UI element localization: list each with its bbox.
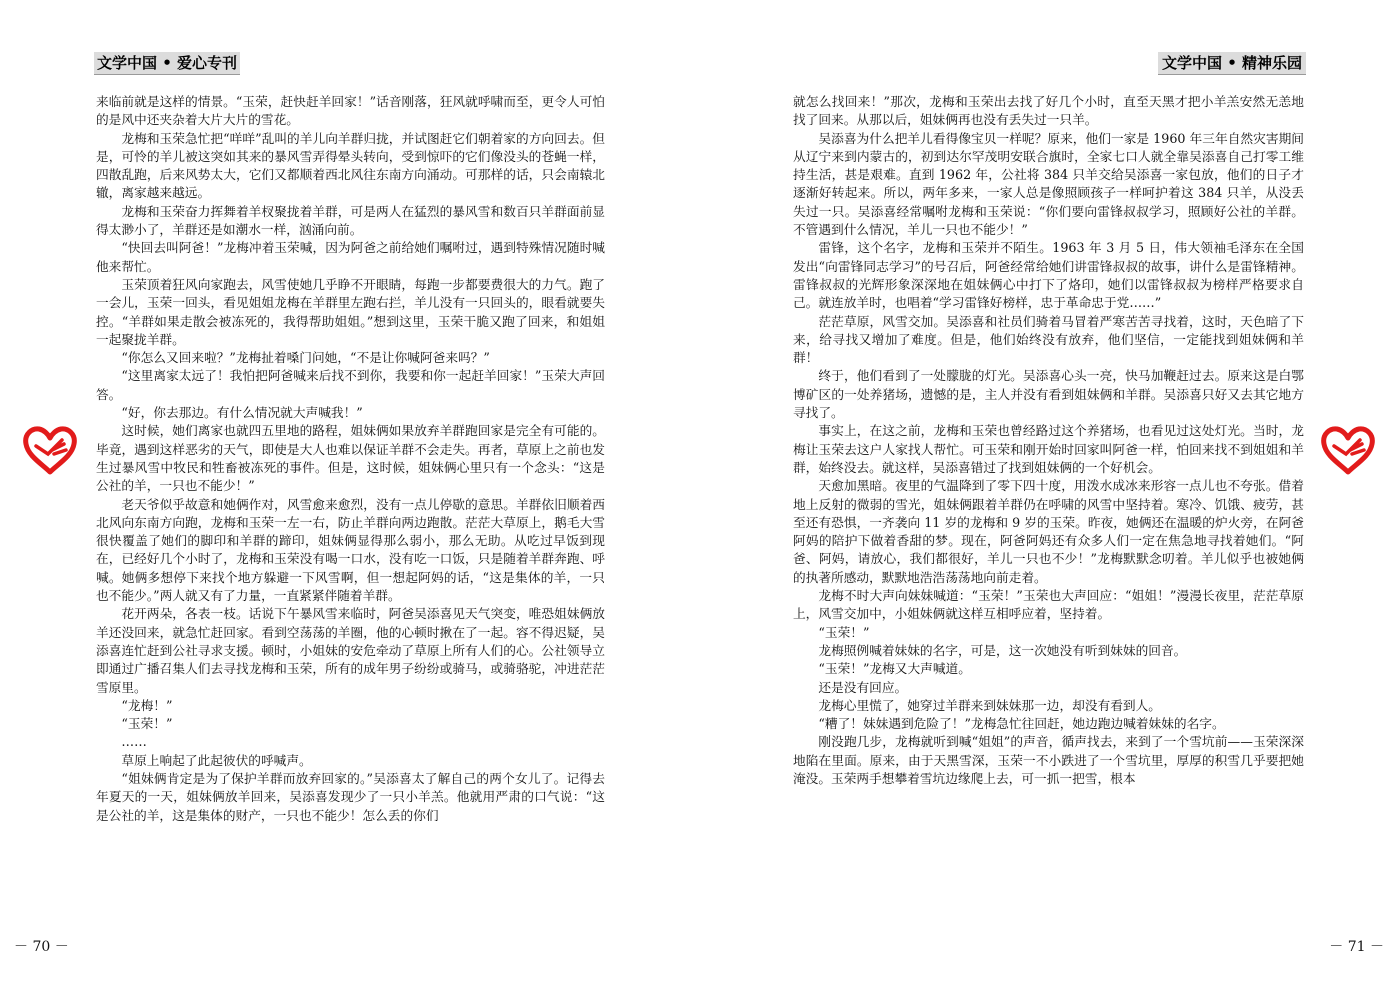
paragraph: 老天爷似乎故意和她俩作对，风雪愈来愈烈，没有一点儿停歇的意思。羊群依旧顺着西北风向东南方向跑，龙梅和玉荣一左一右，防止羊群向两边跑散。茫茫大草原上，鹅毛大雪很快覆盖了她们的脚印和羊群的蹄印，姐妹俩显得那么弱小，那么无助。从吃过早饭到现在，已经好几个小时了，龙梅和玉荣没有喝一口水，没有吃一口饭，只是随着羊群奔跑、呼喊。她俩多想停下来找个地方躲避一下风雪啊，但一想起阿妈的话，“这是集体的羊，一只也不能少。”两人就又有了力量，一直紧紧伴随着羊群。 [96, 496, 605, 604]
paragraph: “好，你去那边。有什么情况就大声喊我！” [121, 405, 363, 421]
left-page-text [96, 93, 605, 825]
paragraph: 龙梅心里慌了，她穿过羊群来到妹妹那一边，却没有看到人。 [818, 697, 1161, 713]
heart-hand-icon [1320, 424, 1376, 476]
paragraph: “你怎么又回来啦？”龙梅扯着嗓门问她，“不是让你喊阿爸来吗？” [121, 350, 490, 366]
left-page-number: － 70 － [14, 939, 69, 955]
paragraph: “龙梅！” [121, 697, 173, 713]
paragraph: “糟了！妹妹遇到危险了！”龙梅急忙往回赶，她边跑边喊着妹妹的名字。 [818, 716, 1225, 732]
paragraph: “玉荣！” [121, 716, 173, 732]
paragraph: 吴添喜为什么把羊儿看得像宝贝一样呢？原来，他们一家是 1960 年三年自然灾害期间从辽宁来到内蒙古的，初到达尔罕茂明安联合旗时，全家七口人就全靠吴添喜自己打零工维持生活，甚是艰难。直到 1962 年，公社将 384 只羊交给吴添喜一家包放，他们的日子才逐渐好转起来。所以，两年多来，一家人总是像照顾孩子一样呵护着这 384 只羊，从没丢失过一只。吴添喜经常嘱咐龙梅和玉荣说：“你们要向雷锋叔叔学习，照顾好公社的羊群。不管遇到什么情况，羊儿一只也不能少！” [793, 130, 1304, 238]
paragraph: …… [121, 734, 147, 750]
right-page-header [1158, 52, 1306, 75]
paragraph: “这里离家太远了！我怕把阿爸喊来后找不到你，我要和你一起赶羊回家！”玉荣大声回答。 [96, 368, 605, 402]
paragraph: 刚没跑几步，龙梅就听到喊“姐姐”的声音，循声找去，来到了一个雪坑前——玉荣深深地陷在里面。原来，由于天黑雪深，玉荣一不小跌进了一个雪坑里，厚厚的积雪几乎要把她淹没。玉荣两手想攀着雪坑边缘爬上去，可一抓一把雪，根本 [793, 734, 1304, 786]
paragraph: “快回去叫阿爸！”龙梅冲着玉荣喊，因为阿爸之前给她们嘱咐过，遇到特殊情况随时喊他来帮忙。 [96, 240, 605, 274]
left-header-title: 文学中国 • 爱心专刊 [96, 54, 238, 72]
paragraph: “玉荣！”龙梅又大声喊道。 [818, 661, 971, 677]
left-page-header [94, 52, 240, 75]
right-page-text [793, 93, 1304, 788]
paragraph: 茫茫草原，风雪交加。吴添喜和社员们骑着马冒着严寒苦苦寻找着，这时，天色暗了下来，给寻找又增加了难度。但是，他们始终没有放弃，他们坚信，一定能找到姐妹俩和羊群！ [793, 313, 1304, 366]
paragraph: 玉荣顶着狂风向家跑去，风雪使她几乎睁不开眼睛，每跑一步都要费很大的力气。跑了一会儿，玉荣一回头，看见姐姐龙梅在羊群里左跑右拦，羊儿没有一只回头的，眼看就要失控。“羊群如果走散会被冻死的，我得帮助姐姐。”想到这里，玉荣干脆又跑了回来，和姐姐一起聚拢羊群。 [96, 276, 605, 347]
paragraph: 天愈加黑暗。夜里的气温降到了零下四十度，用泼水成冰来形容一点儿也不夸张。借着地上反射的微弱的雪光，姐妹俩跟着羊群仍在呼啸的风雪中坚持着。寒冷、饥饿、疲劳，甚至还有恐惧，一齐袭向 11 岁的龙梅和 9 岁的玉荣。昨夜，她俩还在温暖的炉火旁，在阿爸阿妈的陪护下做着香甜的梦。现在，阿爸阿妈还有众多人们一定在焦急地寻找着她们。“阿爸、阿妈，请放心，我们都很好，羊儿一只也不少！”龙梅默默念叨着。羊儿似乎也被她俩的执著所感动，默默地浩浩荡荡地向前走着。 [793, 478, 1304, 585]
paragraph: 龙梅照例喊着妹妹的名字，可是，这一次她没有听到妹妹的回音。 [818, 642, 1187, 658]
right-header-title: 文学中国 • 精神乐园 [1161, 54, 1303, 72]
paragraph: 终于，他们看到了一处朦胧的灯光。吴添喜心头一亮，快马加鞭赶过去。原来这是白鄂博矿区的一处养猪场，遗憾的是，主人并没有看到姐妹俩和羊群。吴添喜只好又去其它地方寻找了。 [793, 368, 1304, 421]
paragraph: “姐妹俩肯定是为了保护羊群而放弃回家的。”吴添喜太了解自己的两个女儿了。记得去年夏天的一天，姐妹俩放羊回来，吴添喜发现少了一只小羊羔。他就用严肃的口气说：“这是公社的羊，这是集体的财产，一只也不能少！怎么丢的你们 [96, 770, 605, 823]
paragraph: 龙梅不时大声向妹妹喊道：“玉荣！”玉荣也大声回应：“姐姐！”漫漫长夜里，茫茫草原上，风雪交加中，小姐妹俩就这样互相呼应着，坚持着。 [793, 588, 1304, 622]
paragraph: 来临前就是这样的情景。“玉荣，赶快赶羊回家！”话音刚落，狂风就呼啸而至，更令人可怕的是风中还夹杂着大片大片的雪花。 [96, 94, 605, 128]
paragraph: “玉荣！” [818, 624, 870, 640]
paragraph: 还是没有回应。 [818, 679, 908, 695]
paragraph: 这时候，她们离家也就四五里地的路程，姐妹俩如果放弃羊群跑回家是完全有可能的。毕竟，遇到这样恶劣的天气，即使是大人也难以保证羊群不会走失。再者，草原上之前也发生过暴风雪中牧民和牲畜被冻死的事件。但是，这时候，姐妹俩心里只有一个念头：“这是公社的羊，一只也不能少！” [96, 423, 605, 494]
paragraph: 龙梅和玉荣奋力挥舞着羊杈聚拢着羊群，可是两人在猛烈的暴风雪和数百只羊群面前显得太渺小了，羊群还是如潮水一样，汹涌向前。 [96, 203, 605, 238]
heart-hand-icon [22, 424, 78, 476]
paragraph: 事实上，在这之前，龙梅和玉荣也曾经路过这个养猪场，也看见过这处灯光。当时，龙梅让玉荣去这户人家找人帮忙。可玉荣和刚开始时回家叫阿爸一样，怕回来找不到姐姐和羊群，始终没去。就这样，吴添喜错过了找到姐妹俩的一个好机会。 [793, 423, 1304, 475]
right-page-number: － 71 － [1329, 939, 1384, 955]
paragraph: 花开两朵，各表一枝。话说下午暴风雪来临时，阿爸吴添喜见天气突变，唯恐姐妹俩放羊还没回来，就急忙赶回家。看到空荡荡的羊圈，他的心顿时揪在了一起。容不得迟疑，吴添喜连忙赶到公社寻求支援。顿时，小姐妹的安危牵动了草原上所有人们的心。公社领导立即通过广播召集人们去寻找龙梅和玉荣，所有的成年男子纷纷或骑马，或骑骆驼，冲进茫茫雪原里。 [96, 606, 605, 695]
paragraph: 就怎么找回来！”那次，龙梅和玉荣出去找了好几个小时，直至天黑才把小羊羔安然无恙地找了回来。从那以后，姐妹俩再也没有丢失过一只羊。 [793, 94, 1304, 128]
paragraph: 雷锋，这个名字，龙梅和玉荣并不陌生。1963 年 3 月 5 日，伟大领袖毛泽东在全国发出“向雷锋同志学习”的号召后，阿爸经常给她们讲雷锋叔叔的故事，讲什么是雷锋精神。雷锋叔叔的光辉形象深深地在姐妹俩心中打下了烙印，她们以雷锋叔叔为榜样严格要求自己。就连放羊时，也唱着“学习雷锋好榜样，忠于革命忠于党……” [793, 240, 1304, 311]
paragraph: 草原上响起了此起彼伏的呼喊声。 [121, 752, 312, 768]
right-page [699, 0, 1398, 982]
paragraph: 龙梅和玉荣急忙把“咩咩”乱叫的羊儿向羊群归拢，并试图赶它们朝着家的方向回去。但是，可怜的羊儿被这突如其来的暴风雪弄得晕头转向，受到惊吓的它们像没头的苍蝇一样，四散乱跑，后来风势太大，它们又都顺着西北风往东南方向涌动。可那样的话，只会南辕北辙，离家越来越远。 [96, 130, 605, 201]
